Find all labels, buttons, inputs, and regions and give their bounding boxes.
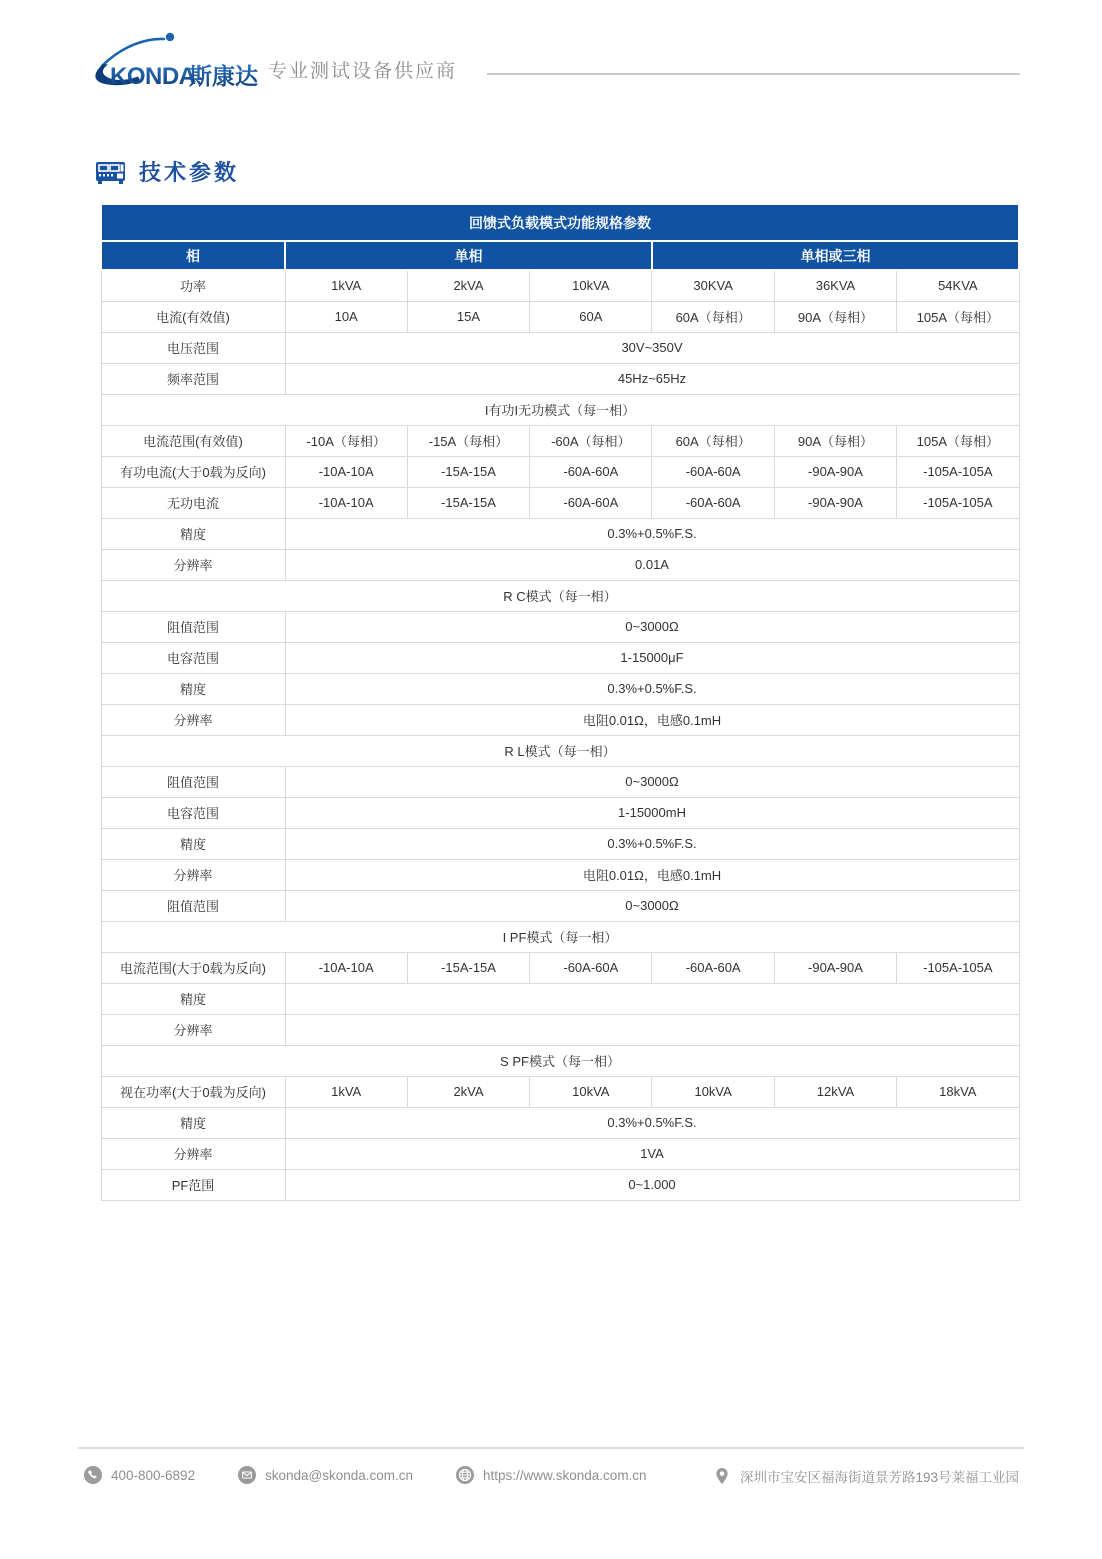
cell-value: 10A <box>285 301 407 332</box>
row-label: 分辨率 <box>101 549 285 580</box>
table-row <box>101 456 1019 487</box>
cell-value: -90A-90A <box>774 952 896 983</box>
section-row-label: S PF模式（每一相） <box>101 1045 1019 1076</box>
table-row <box>101 1169 1019 1200</box>
row-value: 0.3%+0.5%F.S. <box>285 1107 1019 1138</box>
table-row <box>101 611 1019 642</box>
row-label: 功率 <box>101 270 285 301</box>
cell-value: 2kVA <box>407 1076 529 1107</box>
footer-email-item <box>238 1466 413 1484</box>
footer-phone-item <box>84 1466 195 1484</box>
row-label: 电流(有效值) <box>101 301 285 332</box>
row-label: 电容范围 <box>101 642 285 673</box>
row-value: 0.01A <box>285 549 1019 580</box>
cell-value: -10A-10A <box>285 952 407 983</box>
row-label: 电容范围 <box>101 797 285 828</box>
cell-value: -15A（每相） <box>407 425 529 456</box>
instrument-icon <box>95 158 126 186</box>
row-value: 0.3%+0.5%F.S. <box>285 673 1019 704</box>
table-row <box>101 425 1019 456</box>
cell-value: 2kVA <box>407 270 529 301</box>
cell-value: 90A（每相） <box>774 301 896 332</box>
table-row <box>101 952 1019 983</box>
table-row <box>101 797 1019 828</box>
table-row <box>101 301 1019 332</box>
table-row <box>101 1138 1019 1169</box>
cell-value: -15A-15A <box>407 456 529 487</box>
brand-header <box>88 26 264 90</box>
table-title-row <box>101 204 1019 241</box>
table-row <box>101 487 1019 518</box>
spec-table <box>100 203 1020 1201</box>
cell-value: 15A <box>407 301 529 332</box>
row-label: 分辨率 <box>101 1138 285 1169</box>
cell-value: 105A（每相） <box>897 425 1019 456</box>
table-row <box>101 704 1019 735</box>
cell-value: -10A（每相） <box>285 425 407 456</box>
spec-table-container <box>100 203 1020 1201</box>
row-value: 0.3%+0.5%F.S. <box>285 828 1019 859</box>
row-label: 阻值范围 <box>101 890 285 921</box>
footer-address-item <box>713 1466 1019 1486</box>
row-value: 1-15000μF <box>285 642 1019 673</box>
row-label: 阻值范围 <box>101 766 285 797</box>
row-value: 0.3%+0.5%F.S. <box>285 518 1019 549</box>
row-value: 1VA <box>285 1138 1019 1169</box>
row-label: 电流范围(大于0载为反向) <box>101 952 285 983</box>
section-row <box>101 921 1019 952</box>
cell-value: 30KVA <box>652 270 774 301</box>
row-value: 0~3000Ω <box>285 766 1019 797</box>
section-title: 技术参数 <box>139 160 240 185</box>
cell-value: -60A-60A <box>530 456 652 487</box>
header-single-or-three-phase: 单相或三相 <box>652 241 1019 270</box>
table-row <box>101 1076 1019 1107</box>
cell-value: -90A-90A <box>774 456 896 487</box>
location-pin-icon <box>713 1467 731 1485</box>
row-value: 0~3000Ω <box>285 890 1019 921</box>
section-row-label: I PF模式（每一相） <box>101 921 1019 952</box>
section-row <box>101 394 1019 425</box>
table-row <box>101 1014 1019 1045</box>
row-label: 阻值范围 <box>101 611 285 642</box>
row-label: 分辨率 <box>101 704 285 735</box>
cell-value: 1kVA <box>285 1076 407 1107</box>
header-divider-line <box>487 73 1020 75</box>
cell-value: -105A-105A <box>897 952 1019 983</box>
row-value: 30V~350V <box>285 332 1019 363</box>
logo-text-cn: 斯康达 <box>189 63 258 89</box>
section-row <box>101 580 1019 611</box>
cell-value: 60A <box>530 301 652 332</box>
footer-email-text[interactable]: skonda@skonda.com.cn <box>265 1467 414 1483</box>
section-row <box>101 1045 1019 1076</box>
table-row <box>101 363 1019 394</box>
row-value: 电阻0.01Ω，电感0.1mH <box>285 704 1019 735</box>
row-label: 电流范围(有效值) <box>101 425 285 456</box>
table-row <box>101 332 1019 363</box>
table-header-row <box>101 241 1019 270</box>
cell-value: -15A-15A <box>407 952 529 983</box>
cell-value: -60A-60A <box>530 487 652 518</box>
row-value <box>285 1014 1019 1045</box>
footer-website-text[interactable]: https://www.skonda.com.cn <box>483 1467 647 1483</box>
footer-address-text: 深圳市宝安区福海街道景芳路193号莱福工业园 <box>740 1470 1020 1485</box>
row-value: 0~1.000 <box>285 1169 1019 1200</box>
cell-value: -60A-60A <box>652 952 774 983</box>
table-row <box>101 983 1019 1014</box>
row-value: 电阻0.01Ω，电感0.1mH <box>285 859 1019 890</box>
cell-value: 90A（每相） <box>774 425 896 456</box>
row-label: 有功电流(大于0载为反向) <box>101 456 285 487</box>
header-phase: 相 <box>101 241 285 270</box>
cell-value: -10A-10A <box>285 487 407 518</box>
footer-phone-text: 400-800-6892 <box>111 1467 196 1483</box>
row-label: 频率范围 <box>101 363 285 394</box>
email-icon <box>238 1466 256 1484</box>
cell-value: -60A-60A <box>652 487 774 518</box>
cell-value: -60A-60A <box>652 456 774 487</box>
skonda-logo <box>88 26 264 90</box>
cell-value: 105A（每相） <box>897 301 1019 332</box>
cell-value: 54KVA <box>897 270 1019 301</box>
section-row-label: R C模式（每一相） <box>101 580 1019 611</box>
row-value: 45Hz~65Hz <box>285 363 1019 394</box>
cell-value: -60A（每相） <box>530 425 652 456</box>
cell-value: -105A-105A <box>897 487 1019 518</box>
cell-value: -60A-60A <box>530 952 652 983</box>
footer-website-item <box>456 1466 647 1484</box>
cell-value: 60A（每相） <box>652 425 774 456</box>
cell-value: 10kVA <box>530 1076 652 1107</box>
row-label: 精度 <box>101 1107 285 1138</box>
row-label: 电压范围 <box>101 332 285 363</box>
table-row <box>101 549 1019 580</box>
cell-value: -105A-105A <box>897 456 1019 487</box>
section-row-label: R L模式（每一相） <box>101 735 1019 766</box>
row-value <box>285 983 1019 1014</box>
brand-tagline: 专业测试设备供应商 <box>268 61 458 82</box>
table-title: 回馈式负载模式功能规格参数 <box>101 204 1019 241</box>
cell-value: 60A（每相） <box>652 301 774 332</box>
cell-value: 10kVA <box>530 270 652 301</box>
cell-value: 1kVA <box>285 270 407 301</box>
phone-icon <box>84 1466 102 1484</box>
spec-table-body <box>101 270 1019 1200</box>
cell-value: 12kVA <box>774 1076 896 1107</box>
section-row-label: I有功I无功模式（每一相） <box>101 394 1019 425</box>
row-label: 精度 <box>101 983 285 1014</box>
globe-icon <box>456 1466 474 1484</box>
row-value: 1-15000mH <box>285 797 1019 828</box>
logo-dot <box>166 33 174 41</box>
row-label: 精度 <box>101 828 285 859</box>
cell-value: 36KVA <box>774 270 896 301</box>
logo-text-en: KONDA <box>110 63 196 90</box>
row-label: 精度 <box>101 518 285 549</box>
row-label: 视在功率(大于0载为反向) <box>101 1076 285 1107</box>
cell-value: 18kVA <box>897 1076 1019 1107</box>
row-label: PF范围 <box>101 1169 285 1200</box>
table-row <box>101 518 1019 549</box>
row-label: 分辨率 <box>101 1014 285 1045</box>
table-row <box>101 642 1019 673</box>
table-row <box>101 1107 1019 1138</box>
table-row <box>101 673 1019 704</box>
cell-value: -15A-15A <box>407 487 529 518</box>
cell-value: -10A-10A <box>285 456 407 487</box>
cell-value: -90A-90A <box>774 487 896 518</box>
row-value: 0~3000Ω <box>285 611 1019 642</box>
section-title-block <box>95 156 239 187</box>
table-row <box>101 270 1019 301</box>
row-label: 精度 <box>101 673 285 704</box>
row-label: 分辨率 <box>101 859 285 890</box>
table-row <box>101 828 1019 859</box>
table-row <box>101 890 1019 921</box>
row-label: 无功电流 <box>101 487 285 518</box>
logo-swoosh-arc <box>102 39 164 66</box>
table-row <box>101 766 1019 797</box>
table-row <box>101 859 1019 890</box>
footer-divider-line <box>78 1447 1024 1449</box>
cell-value: 10kVA <box>652 1076 774 1107</box>
section-row <box>101 735 1019 766</box>
header-single-phase: 单相 <box>285 241 652 270</box>
